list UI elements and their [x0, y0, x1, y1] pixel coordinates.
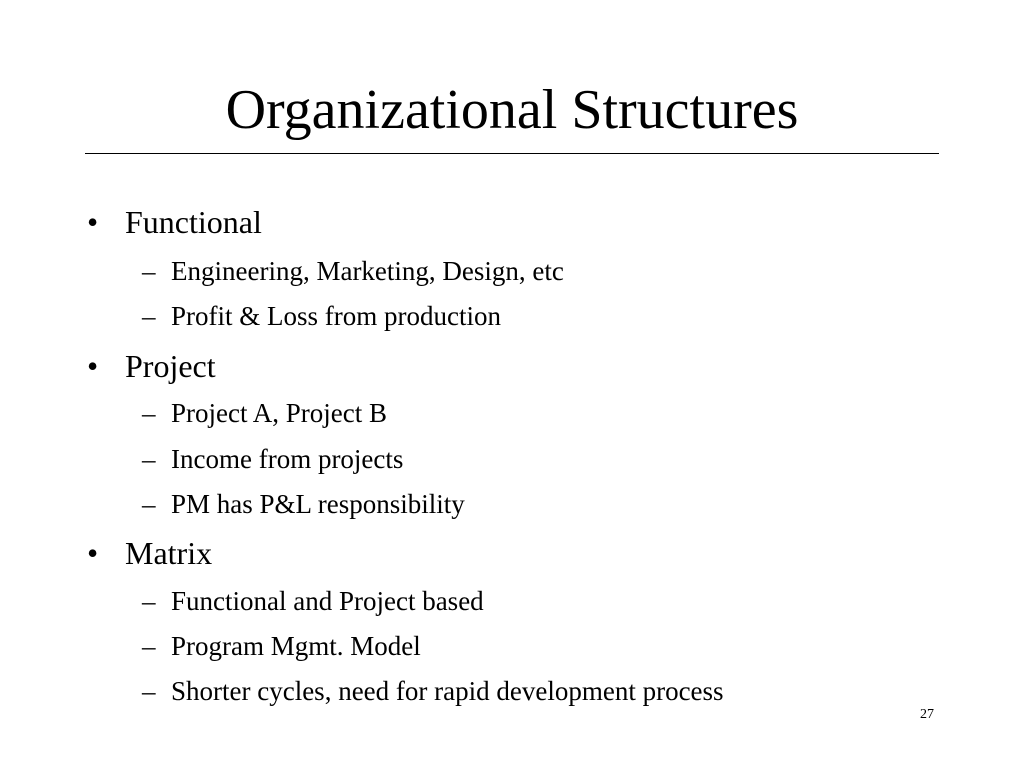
- sub-bullet-marker: –: [142, 256, 156, 286]
- bullet-label: Project: [125, 348, 216, 384]
- sub-bullet-marker: –: [142, 489, 156, 519]
- sub-bullet-label: Profit & Loss from production: [171, 301, 501, 331]
- sub-bullet-label: Program Mgmt. Model: [171, 631, 421, 661]
- page-number: 27: [920, 707, 934, 722]
- slide-title: Organizational Structures: [225, 79, 799, 141]
- sub-bullet-marker: –: [142, 398, 156, 428]
- bullet-marker: •: [87, 204, 99, 240]
- sub-bullet-label: Project A, Project B: [171, 398, 387, 428]
- sub-bullet-label: Functional and Project based: [171, 586, 484, 616]
- title-divider: [85, 153, 939, 154]
- sub-bullet-marker: –: [142, 301, 156, 331]
- sub-bullet-label: Income from projects: [171, 444, 404, 474]
- bullet-label: Functional: [125, 204, 262, 240]
- sub-bullet-marker: –: [142, 631, 156, 661]
- bullet-marker: •: [87, 348, 99, 384]
- sub-bullet-label: PM has P&L responsibility: [171, 489, 465, 519]
- sub-bullet-marker: –: [142, 676, 156, 706]
- sub-bullet-marker: –: [142, 586, 156, 616]
- bullet-label: Matrix: [125, 535, 213, 571]
- sub-bullet-label: Shorter cycles, need for rapid development process: [171, 676, 724, 706]
- sub-bullet-label: Engineering, Marketing, Design, etc: [171, 256, 564, 286]
- sub-bullet-marker: –: [142, 444, 156, 474]
- bullet-marker: •: [87, 535, 99, 571]
